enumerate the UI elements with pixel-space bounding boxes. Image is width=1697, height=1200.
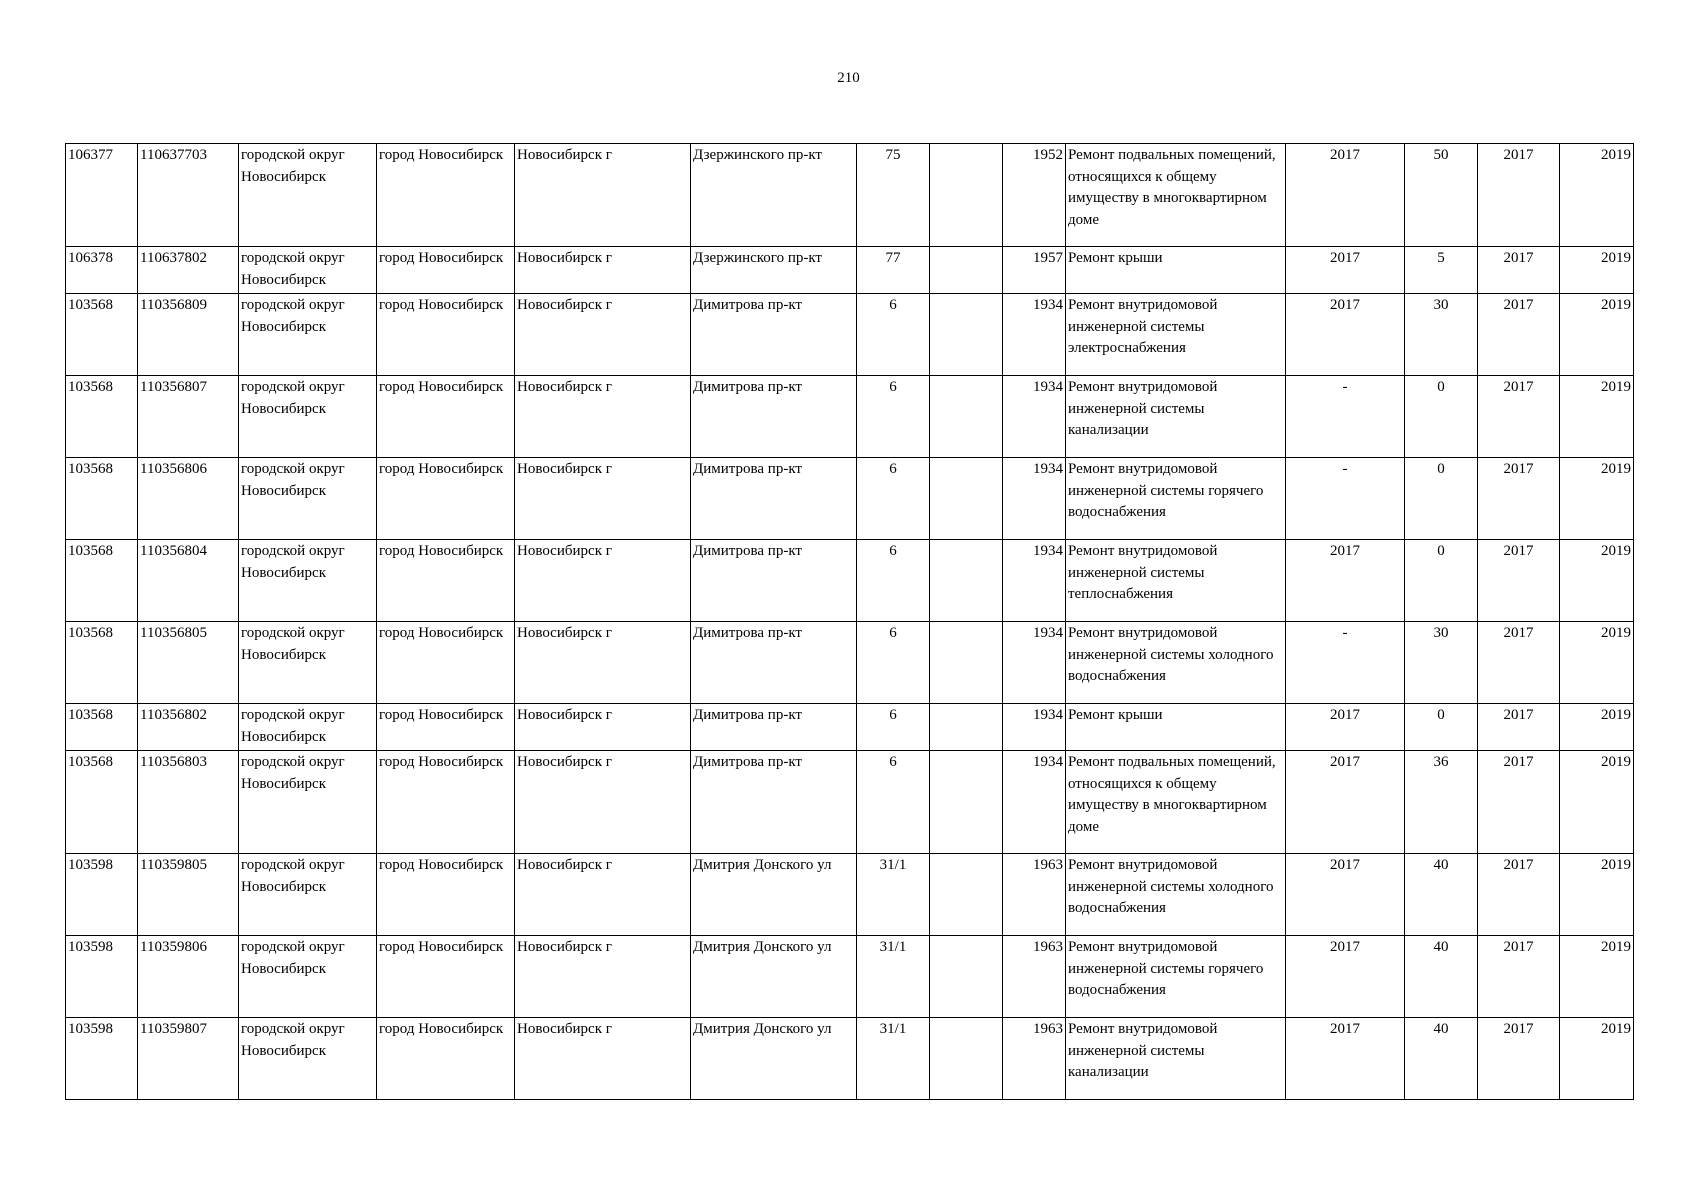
cell-end-year: 2019 [1560,144,1634,247]
cell-building [930,294,1003,376]
repair-registry-table [65,143,1634,1100]
cell-work-type: Ремонт внутридомовой инженерной системы горячего водоснабжения [1066,458,1286,540]
cell-house-id: 103568 [66,376,138,458]
cell-end-year: 2019 [1560,936,1634,1018]
cell-municipal-district: городской округ Новосибирск [239,376,377,458]
cell-house-number: 6 [857,622,930,704]
cell-work-type: Ремонт крыши [1066,247,1286,294]
cell-municipal-district: городской округ Новосибирск [239,704,377,751]
cell-house-number: 6 [857,458,930,540]
cell-building [930,376,1003,458]
cell-building [930,854,1003,936]
cell-end-year: 2019 [1560,1018,1634,1100]
cell-end-year: 2019 [1560,294,1634,376]
cell-construction-year: 1963 [1003,1018,1066,1100]
cell-end-year: 2019 [1560,622,1634,704]
cell-municipal-district: городской округ Новосибирск [239,458,377,540]
cell-end-year: 2019 [1560,247,1634,294]
cell-street: Дмитрия Донского ул [691,936,857,1018]
cell-start-year: 2017 [1478,751,1560,854]
cell-building [930,144,1003,247]
cell-start-year: 2017 [1478,294,1560,376]
cell-volume: 0 [1405,376,1478,458]
cell-locality: Новосибирск г [515,144,691,247]
cell-construction-year: 1934 [1003,540,1066,622]
cell-locality: Новосибирск г [515,294,691,376]
cell-municipal-district: городской округ Новосибирск [239,751,377,854]
cell-record-id: 110359806 [138,936,239,1018]
cell-start-year: 2017 [1478,144,1560,247]
cell-house-id: 103568 [66,294,138,376]
cell-work-type: Ремонт внутридомовой инженерной системы теплоснабжения [1066,540,1286,622]
cell-volume: 5 [1405,247,1478,294]
cell-settlement: город Новосибирск [377,1018,515,1100]
cell-locality: Новосибирск г [515,1018,691,1100]
cell-record-id: 110356804 [138,540,239,622]
cell-locality: Новосибирск г [515,540,691,622]
cell-municipal-district: городской округ Новосибирск [239,294,377,376]
table-row [66,458,1634,540]
table-row [66,704,1634,751]
cell-house-id: 103568 [66,622,138,704]
cell-street: Димитрова пр-кт [691,376,857,458]
cell-end-year: 2019 [1560,751,1634,854]
cell-settlement: город Новосибирск [377,622,515,704]
cell-volume: 30 [1405,294,1478,376]
cell-house-id: 103598 [66,936,138,1018]
cell-volume: 50 [1405,144,1478,247]
cell-street: Димитрова пр-кт [691,294,857,376]
cell-work-type: Ремонт крыши [1066,704,1286,751]
cell-municipal-district: городской округ Новосибирск [239,540,377,622]
cell-street: Димитрова пр-кт [691,704,857,751]
cell-settlement: город Новосибирск [377,936,515,1018]
cell-house-id: 106378 [66,247,138,294]
cell-construction-year: 1957 [1003,247,1066,294]
cell-record-id: 110356802 [138,704,239,751]
table-row [66,751,1634,854]
cell-house-number: 75 [857,144,930,247]
cell-plan-year: 2017 [1286,936,1405,1018]
cell-house-number: 6 [857,751,930,854]
cell-construction-year: 1934 [1003,376,1066,458]
cell-street: Дзержинского пр-кт [691,247,857,294]
cell-work-type: Ремонт внутридомовой инженерной системы электроснабжения [1066,294,1286,376]
cell-end-year: 2019 [1560,458,1634,540]
cell-work-type: Ремонт внутридомовой инженерной системы холодного водоснабжения [1066,622,1286,704]
cell-record-id: 110356809 [138,294,239,376]
cell-municipal-district: городской округ Новосибирск [239,854,377,936]
cell-volume: 30 [1405,622,1478,704]
cell-street: Дзержинского пр-кт [691,144,857,247]
cell-building [930,751,1003,854]
cell-volume: 0 [1405,704,1478,751]
cell-end-year: 2019 [1560,854,1634,936]
cell-house-id: 103568 [66,458,138,540]
cell-construction-year: 1934 [1003,751,1066,854]
cell-construction-year: 1952 [1003,144,1066,247]
cell-record-id: 110356807 [138,376,239,458]
page-number: 210 [837,70,860,86]
cell-start-year: 2017 [1478,458,1560,540]
cell-start-year: 2017 [1478,247,1560,294]
cell-house-id: 103598 [66,854,138,936]
cell-record-id: 110356803 [138,751,239,854]
cell-construction-year: 1934 [1003,294,1066,376]
cell-plan-year: 2017 [1286,1018,1405,1100]
cell-building [930,247,1003,294]
cell-record-id: 110637703 [138,144,239,247]
cell-construction-year: 1934 [1003,458,1066,540]
table-body [66,144,1634,1100]
cell-settlement: город Новосибирск [377,144,515,247]
cell-building [930,704,1003,751]
cell-start-year: 2017 [1478,704,1560,751]
table-row [66,622,1634,704]
cell-building [930,1018,1003,1100]
cell-street: Димитрова пр-кт [691,751,857,854]
cell-record-id: 110637802 [138,247,239,294]
cell-house-id: 103568 [66,751,138,854]
cell-construction-year: 1934 [1003,704,1066,751]
cell-building [930,540,1003,622]
cell-volume: 40 [1405,1018,1478,1100]
cell-construction-year: 1963 [1003,936,1066,1018]
cell-work-type: Ремонт внутридомовой инженерной системы горячего водоснабжения [1066,936,1286,1018]
cell-settlement: город Новосибирск [377,247,515,294]
cell-settlement: город Новосибирск [377,540,515,622]
cell-start-year: 2017 [1478,854,1560,936]
cell-plan-year: 2017 [1286,294,1405,376]
cell-plan-year: 2017 [1286,144,1405,247]
cell-start-year: 2017 [1478,540,1560,622]
cell-house-number: 31/1 [857,936,930,1018]
table-row [66,294,1634,376]
cell-house-id: 103598 [66,1018,138,1100]
cell-municipal-district: городской округ Новосибирск [239,1018,377,1100]
cell-locality: Новосибирск г [515,376,691,458]
cell-plan-year: - [1286,622,1405,704]
cell-end-year: 2019 [1560,376,1634,458]
table-row [66,247,1634,294]
cell-municipal-district: городской округ Новосибирск [239,936,377,1018]
cell-plan-year: - [1286,376,1405,458]
cell-record-id: 110356805 [138,622,239,704]
cell-house-id: 103568 [66,704,138,751]
cell-house-number: 77 [857,247,930,294]
cell-record-id: 110356806 [138,458,239,540]
cell-locality: Новосибирск г [515,622,691,704]
cell-settlement: город Новосибирск [377,458,515,540]
cell-plan-year: 2017 [1286,247,1405,294]
cell-municipal-district: городской округ Новосибирск [239,622,377,704]
cell-plan-year: 2017 [1286,704,1405,751]
cell-record-id: 110359805 [138,854,239,936]
cell-plan-year: 2017 [1286,751,1405,854]
cell-house-number: 6 [857,376,930,458]
cell-house-number: 6 [857,294,930,376]
cell-start-year: 2017 [1478,376,1560,458]
cell-end-year: 2019 [1560,540,1634,622]
cell-volume: 40 [1405,854,1478,936]
cell-locality: Новосибирск г [515,751,691,854]
table-row [66,144,1634,247]
cell-municipal-district: городской округ Новосибирск [239,247,377,294]
cell-construction-year: 1934 [1003,622,1066,704]
cell-house-number: 6 [857,704,930,751]
cell-building [930,622,1003,704]
cell-construction-year: 1963 [1003,854,1066,936]
cell-plan-year: 2017 [1286,854,1405,936]
cell-locality: Новосибирск г [515,247,691,294]
cell-plan-year: 2017 [1286,540,1405,622]
cell-house-id: 106377 [66,144,138,247]
cell-house-id: 103568 [66,540,138,622]
table-row [66,936,1634,1018]
cell-start-year: 2017 [1478,1018,1560,1100]
cell-work-type: Ремонт подвальных помещений, относящихся к общему имуществу в многоквартирном доме [1066,751,1286,854]
cell-plan-year: - [1286,458,1405,540]
cell-street: Дмитрия Донского ул [691,854,857,936]
cell-street: Димитрова пр-кт [691,622,857,704]
cell-house-number: 31/1 [857,1018,930,1100]
cell-street: Димитрова пр-кт [691,540,857,622]
cell-settlement: город Новосибирск [377,376,515,458]
cell-settlement: город Новосибирск [377,854,515,936]
cell-locality: Новосибирск г [515,936,691,1018]
cell-building [930,936,1003,1018]
table-row [66,376,1634,458]
table-row [66,1018,1634,1100]
table-row [66,540,1634,622]
cell-locality: Новосибирск г [515,704,691,751]
cell-building [930,458,1003,540]
cell-work-type: Ремонт подвальных помещений, относящихся к общему имуществу в многоквартирном доме [1066,144,1286,247]
cell-settlement: город Новосибирск [377,704,515,751]
cell-locality: Новосибирск г [515,854,691,936]
cell-volume: 40 [1405,936,1478,1018]
cell-street: Дмитрия Донского ул [691,1018,857,1100]
cell-locality: Новосибирск г [515,458,691,540]
cell-start-year: 2017 [1478,936,1560,1018]
cell-volume: 36 [1405,751,1478,854]
cell-settlement: город Новосибирск [377,294,515,376]
cell-settlement: город Новосибирск [377,751,515,854]
cell-municipal-district: городской округ Новосибирск [239,144,377,247]
cell-work-type: Ремонт внутридомовой инженерной системы холодного водоснабжения [1066,854,1286,936]
cell-volume: 0 [1405,540,1478,622]
cell-start-year: 2017 [1478,622,1560,704]
cell-house-number: 6 [857,540,930,622]
cell-record-id: 110359807 [138,1018,239,1100]
cell-volume: 0 [1405,458,1478,540]
cell-end-year: 2019 [1560,704,1634,751]
cell-work-type: Ремонт внутридомовой инженерной системы канализации [1066,376,1286,458]
cell-work-type: Ремонт внутридомовой инженерной системы канализации [1066,1018,1286,1100]
cell-house-number: 31/1 [857,854,930,936]
cell-street: Димитрова пр-кт [691,458,857,540]
table-row [66,854,1634,936]
